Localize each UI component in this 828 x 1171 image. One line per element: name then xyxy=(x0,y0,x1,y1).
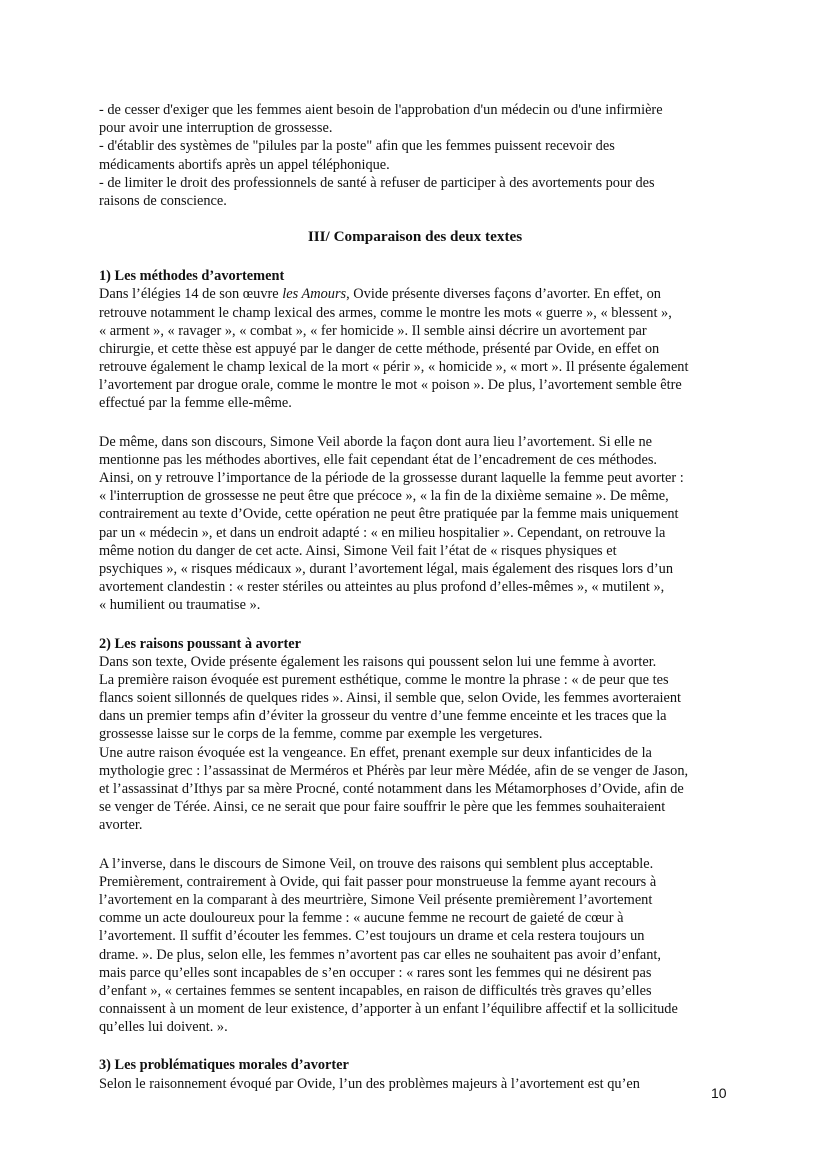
text-line: l’avortement. Il suffit d’écouter les femmes. C’est toujours un drame et cela restera toujours un xyxy=(99,928,645,945)
paragraph-ovide-reasons xyxy=(99,653,731,835)
subsection-heading-methods: 1) Les méthodes d’avortement xyxy=(99,268,285,285)
text-line: - de cesser d'exiger que les femmes aient besoin de l'approbation d'un médecin ou d'une infirmière xyxy=(99,102,663,118)
text-line: grossesse laisse sur le corps de la femme, comme par exemple les vergetures. xyxy=(99,726,543,743)
text-line: comme un acte douloureux pour la femme : « aucune femme ne recourt de gaieté de cœur à xyxy=(99,910,624,927)
paragraph-veil-reasons xyxy=(99,855,731,1037)
text-line: chirurgie, et cette thèse est appuyé par le danger de cette méthode, présenté par Ovide, en effet on xyxy=(99,340,660,357)
text-line: médicaments abortifs après un appel téléphonique. xyxy=(99,156,390,173)
text-line: Une autre raison évoquée est la vengeance. En effet, prenant exemple sur deux infanticides de la xyxy=(99,744,652,761)
text-line: « humilient ou traumatise ». xyxy=(99,597,261,614)
text-run: Dans l’élégies 14 de son œuvre xyxy=(99,286,283,303)
text-line: Premièrement, contrairement à Ovide, qui fait passer pour monstrueuse la femme ayant recours à xyxy=(99,873,657,890)
text-line: d’enfant », « certaines femmes se sentent incapables, en raison de difficultés très graves qu’elles xyxy=(99,982,652,999)
text-line: mais parce qu’elles sont incapables de s’en occuper : « rares sont les femmes qui ne désirent pas xyxy=(99,964,652,981)
text-line: par un « médecin », et dans un endroit adapté : « en milieu hospitalier ». Cependant, on retrouve la xyxy=(99,524,666,541)
text-line: pour avoir une interruption de grossesse. xyxy=(99,120,333,137)
text-line: même notion du danger de cet acte. Ainsi, Simone Veil fait l’état de « risques physiques et xyxy=(99,542,617,559)
text-line: Selon le raisonnement évoqué par Ovide, l’un des problèmes majeurs à l’avortement est qu’en xyxy=(99,1075,640,1092)
text-line: « l'interruption de grossesse ne peut être que précoce », « la fin de la dixième semaine ». De même, xyxy=(99,488,669,505)
text-line: l’avortement en la comparant à des meurtrière, Simone Veil présente premièrement l’avortement xyxy=(99,891,653,908)
paragraph-ovide-methods xyxy=(99,285,731,412)
paragraph-ovide-moral xyxy=(99,1075,731,1093)
text-line: mythologie grec : l’assassinat de Merméros et Phérès par leur mère Médée, afin de se venger de Jason, xyxy=(99,762,689,779)
text-line: connaissent à un moment de leur existence, d’apporter à un enfant l’équilibre affectif et la sollicitude xyxy=(99,1001,678,1018)
text-line: raisons de conscience. xyxy=(99,192,227,209)
page-number: 10 xyxy=(711,1085,727,1101)
text-line: se venger de Térée. Ainsi, ce ne serait que pour faire souffrir le père que les femmes souhaiteraient xyxy=(99,799,666,816)
text-line: mentionne pas les méthodes abortives, elle fait cependant état de l’encadrement de ces méthodes. xyxy=(99,451,657,468)
text-line: retrouve également le champ lexical de la mort « périr », « homicide », « mort ». Il présente également xyxy=(99,359,689,376)
text-line: qu’elles lui doivent. ». xyxy=(99,1019,228,1036)
text-line: retrouve notamment le champ lexical des armes, comme le montre les mots « guerre », « blessent », xyxy=(99,304,672,321)
text-line: La première raison évoquée est purement esthétique, comme le montre la phrase : « de peur que tes xyxy=(99,671,669,688)
text-line: l’avortement par drogue orale, comme le montre le mot « poison ». De plus, l’avortement semble être xyxy=(99,377,682,394)
text-line: effectué par la femme elle-même. xyxy=(99,395,292,412)
section-title: III/ Comparaison des deux textes xyxy=(307,228,523,246)
text-line: - de limiter le droit des professionnels de santé à refuser de participer à des avortements pour des xyxy=(99,174,655,191)
text-run: , Ovide présente diverses façons d’avorter. En effet, on xyxy=(346,286,661,303)
text-line xyxy=(99,285,731,303)
text-line: flancs soient sillonnés de quelques rides ». Ainsi, il semble que, selon Ovide, les femmes avorteraient xyxy=(99,690,681,707)
subsection-heading-moral-issues: 3) Les problématiques morales d’avorter xyxy=(99,1057,349,1074)
text-line: « arment », « ravager », « combat », « fer homicide ». Il semble ainsi décrire un avortement par xyxy=(99,322,647,339)
text-line: dans un premier temps afin d’éviter la grosseur du ventre d’une femme enceinte et les traces que la xyxy=(99,708,667,725)
text-line: Ainsi, on y retrouve l’importance de la période de la grossesse durant laquelle la femme peut avorter : xyxy=(99,470,684,486)
text-line: Dans son texte, Ovide présente également les raisons qui poussent selon lui une femme à avorter. xyxy=(99,653,657,670)
text-line: drame. ». De plus, selon elle, les femmes n’avortent pas car elles ne souhaitent pas avoir d’enfant, xyxy=(99,946,662,963)
work-title: les Amours xyxy=(282,286,347,303)
document-page xyxy=(99,101,731,1093)
paragraph-veil-methods xyxy=(99,433,731,615)
intro-bullets xyxy=(99,101,731,210)
text-line: et l’assassinat d’Ithys par sa mère Procné, conté notamment dans les Métamorphoses d’Ovide, afin de xyxy=(99,781,684,797)
text-line: contrairement au texte d’Ovide, cette opération ne peut être pratiquée par la femme mais uniquement xyxy=(99,506,679,523)
text-line: avortement clandestin : « rester stériles ou atteintes au plus profond d’elles-mêmes », « mutilent », xyxy=(99,579,665,596)
text-line: psychiques », « risques médicaux », durant l’avortement légal, mais également des risques lors d’un xyxy=(99,560,674,577)
text-line: - d'établir des systèmes de "pilules par la poste" afin que les femmes puissent recevoir des xyxy=(99,138,615,155)
subsection-heading-reasons: 2) Les raisons poussant à avorter xyxy=(99,635,302,652)
text-line: De même, dans son discours, Simone Veil aborde la façon dont aura lieu l’avortement. Si elle ne xyxy=(99,433,653,450)
text-line: A l’inverse, dans le discours de Simone Veil, on trouve des raisons qui semblent plus acceptable. xyxy=(99,855,654,872)
text-line: avorter. xyxy=(99,817,143,834)
